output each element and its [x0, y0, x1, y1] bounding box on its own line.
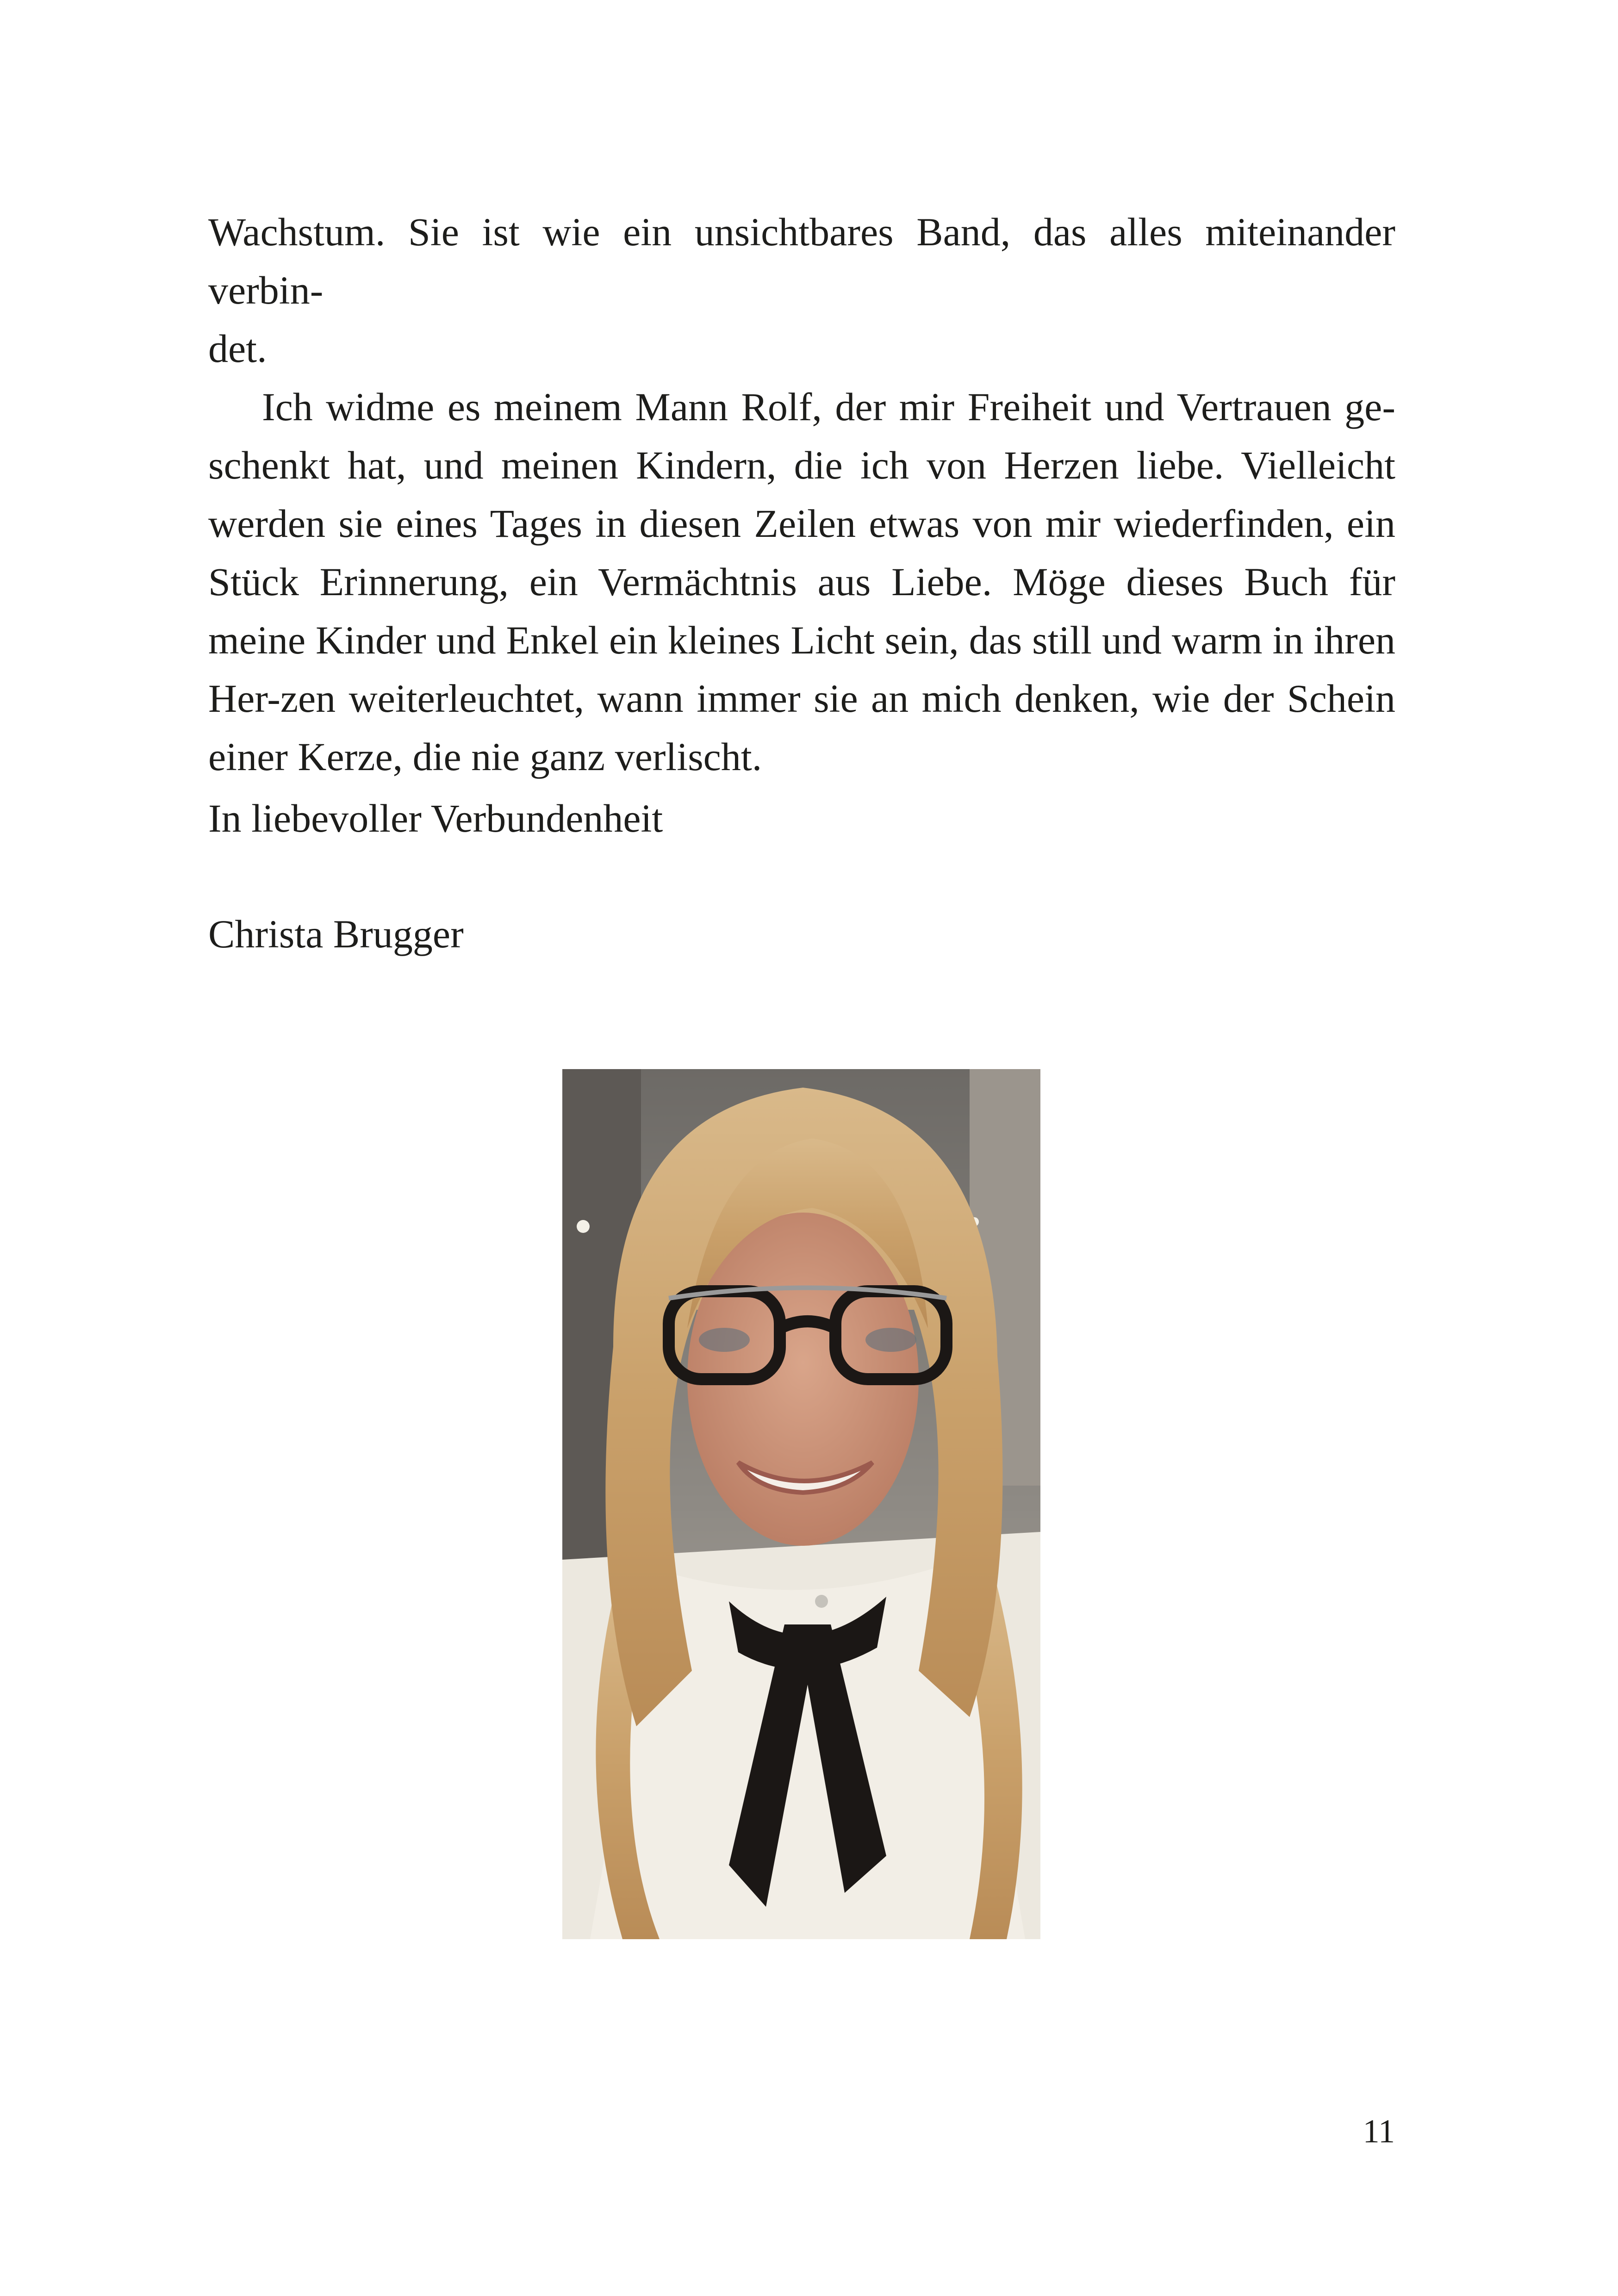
paragraph-1-line-2: det. [208, 326, 267, 371]
paragraph-2: Ich widme es meinem Mann Rolf, der mir Freiheit und Vertrauen ge-schenkt hat, und meinen Kindern, die ich von Herzen liebe. Vielleicht werden sie eines Tages in diesen Zeilen etwas von mir wiederfinden, ein Stück Erinnerung, ein Vermächtnis aus Liebe. Möge dieses Buch für meine Kinder und Enkel ein kleines Licht sein, das still und warm in ihren Her-zen weiterleuchtet, wann immer sie an mich denken, wie der Schein einer Kerze, die nie ganz verlischt. [208, 385, 1395, 779]
body-text [208, 203, 1395, 786]
portrait-photo [562, 1069, 1040, 1939]
page-number: 11 [1363, 2113, 1395, 2150]
closing-salutation: In liebevoller Verbundenheit [208, 796, 663, 840]
paragraph-1 [208, 203, 1395, 378]
author-signature: Christa Brugger [208, 912, 464, 956]
paragraph-1-line-1: Wachstum. Sie ist wie ein unsichtbares Band, das alles miteinander verbin- [208, 210, 1395, 312]
